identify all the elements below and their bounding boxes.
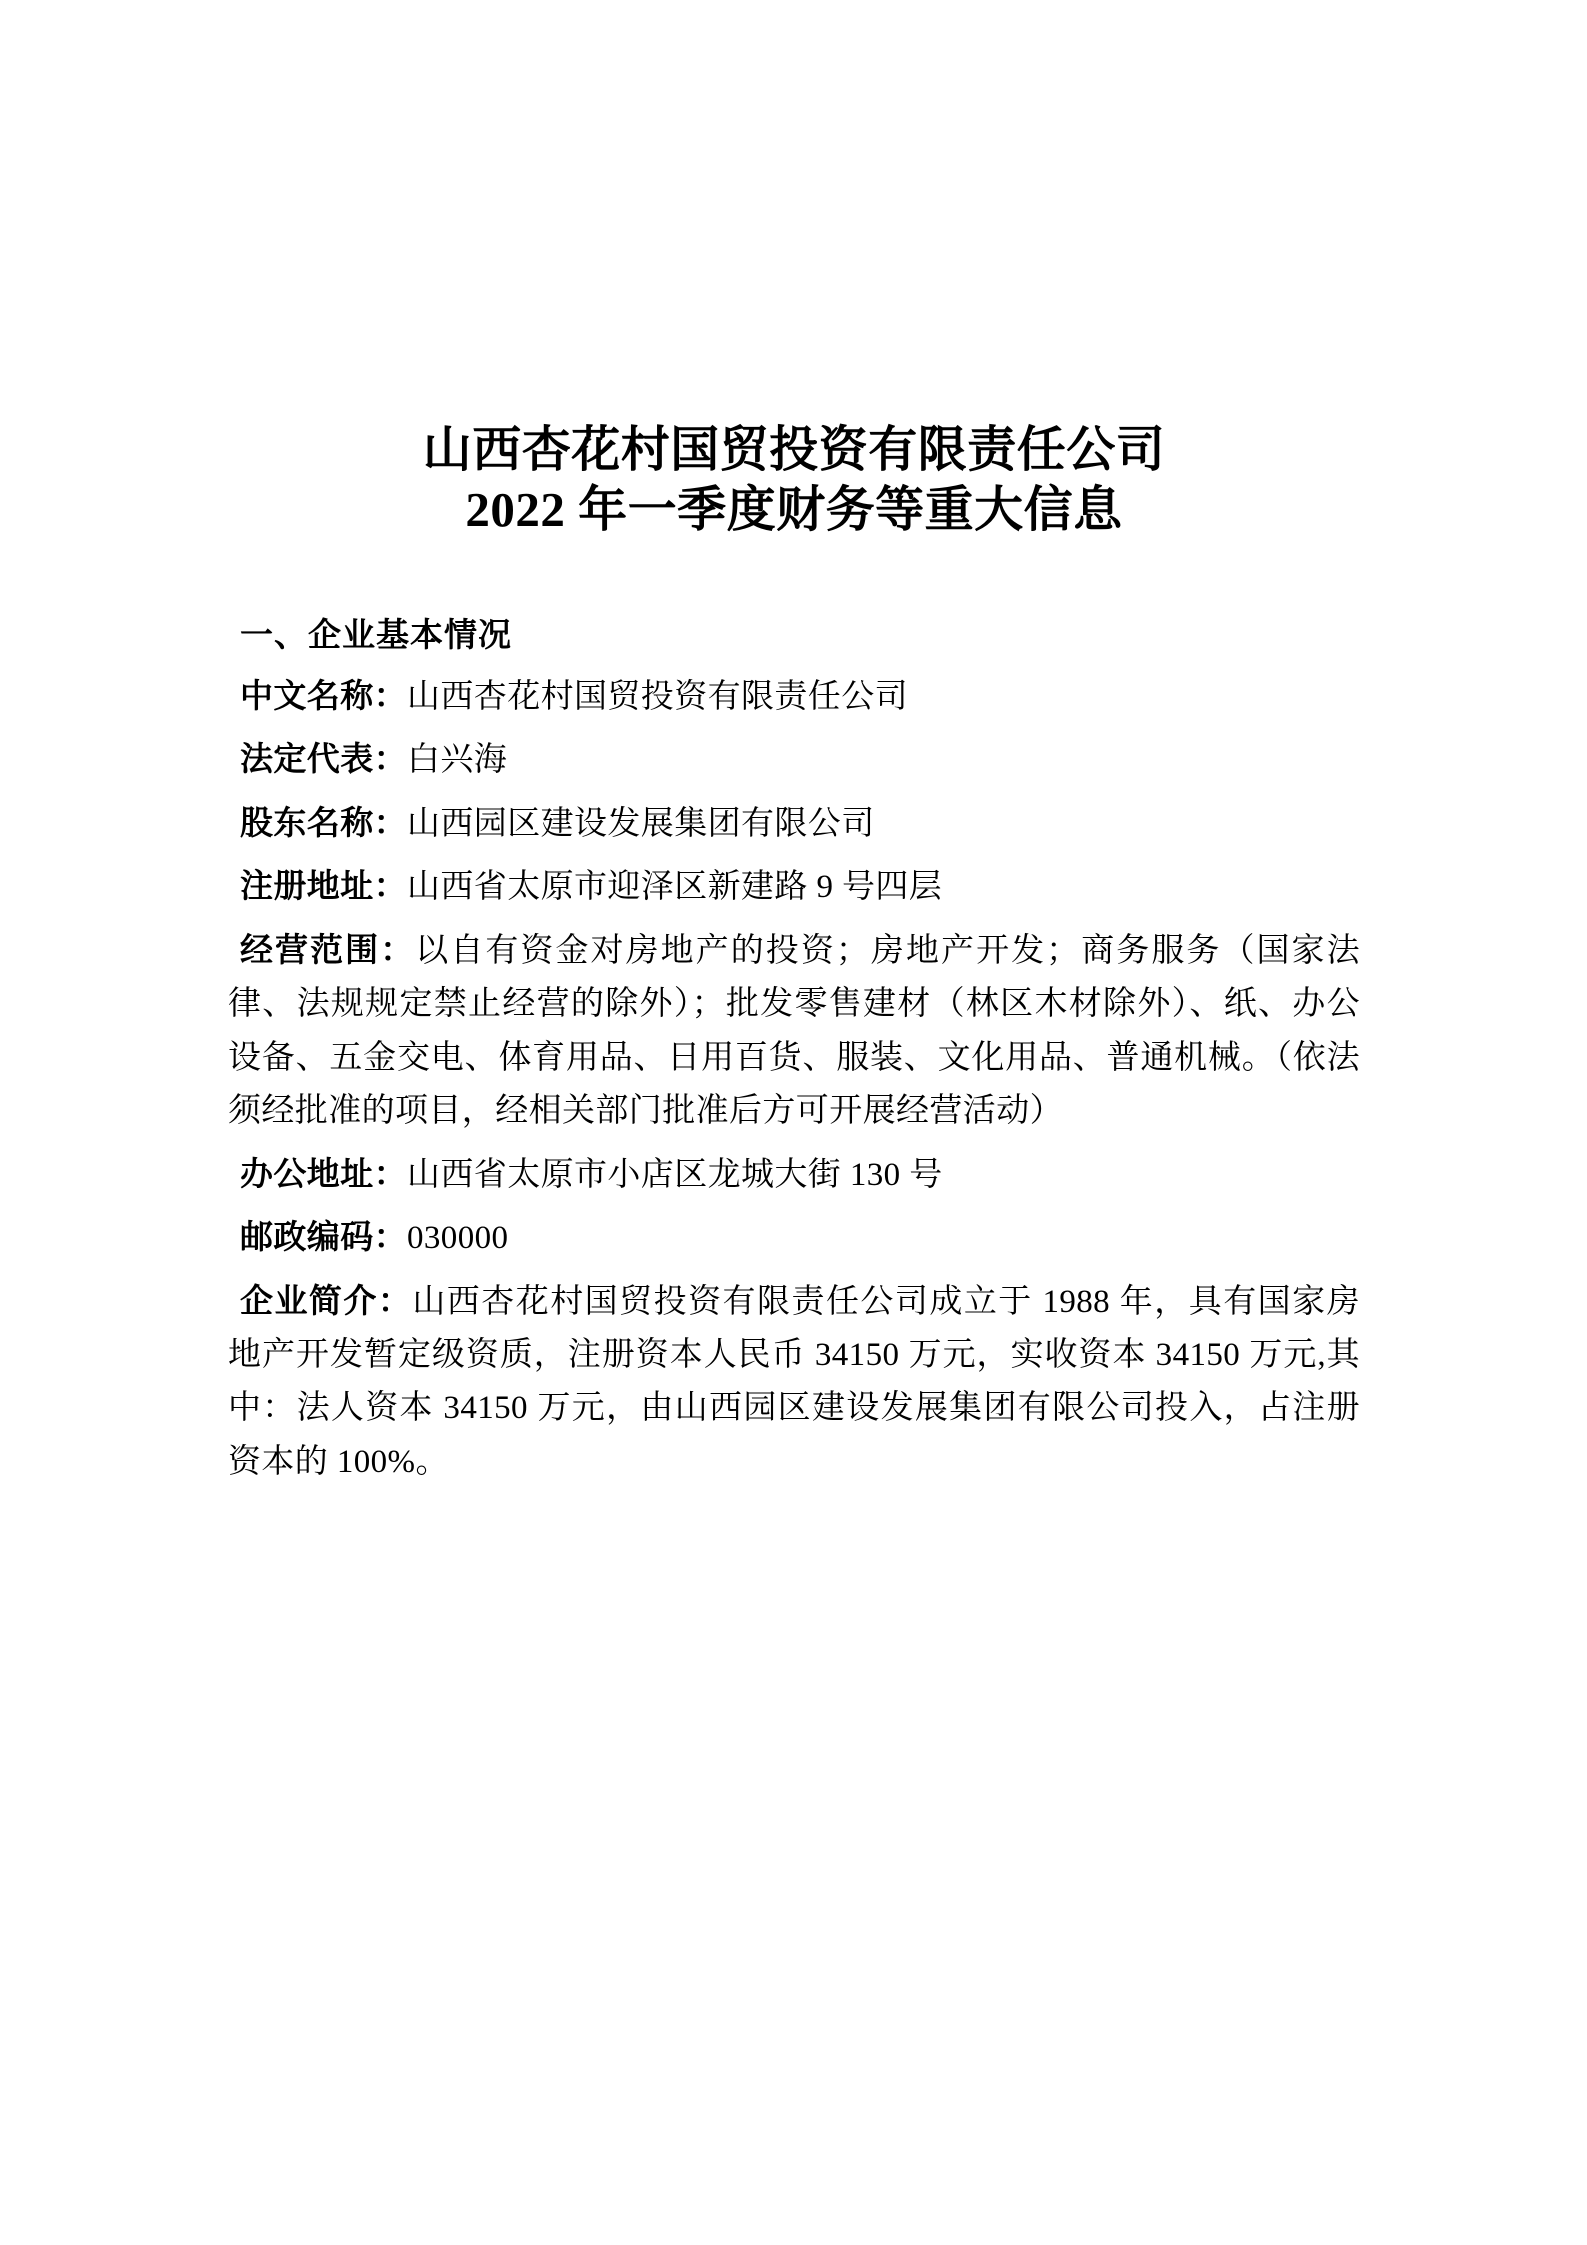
field-value: 白兴海 bbox=[407, 742, 508, 779]
field-value: 山西省太原市迎泽区新建路 9 号四层 bbox=[407, 869, 943, 906]
field-value: 山西园区建设发展集团有限公司 bbox=[407, 805, 875, 842]
section-heading-company-basics: 一、企业基本情况 bbox=[240, 617, 512, 654]
field-value: 以自有资金对房地产的投资；房地产开发；商务服务（国家法律、法规规定禁止经营的除外）；批发零售建材（林区木材除外）、纸、办公设备、五金交电、体育用品、日用百货、服装、文化用品、普通机械。（依法须经批准的项目，经相关部门批准后方可开展经营活动） bbox=[228, 932, 1360, 1130]
title-line-2: 2022 年一季度财务等重大信息 bbox=[465, 481, 1123, 537]
field-block-company-profile bbox=[228, 1276, 1360, 1490]
title-line-1: 山西杏花村国贸投资有限责任公司 bbox=[422, 422, 1166, 477]
field-row-postal-code bbox=[228, 1212, 1360, 1265]
field-label: 注册地址： bbox=[240, 869, 407, 906]
field-row-chinese-name bbox=[228, 671, 1360, 724]
field-label: 法定代表： bbox=[240, 742, 407, 779]
field-label: 企业简介： bbox=[240, 1283, 413, 1320]
document-body bbox=[228, 420, 1360, 1489]
field-row-shareholder-name bbox=[228, 798, 1360, 851]
field-row-registered-address bbox=[228, 861, 1360, 914]
field-value: 山西杏花村国贸投资有限责任公司成立于 1988 年，具有国家房地产开发暂定级资质，注册资本人民币 34150 万元，实收资本 34150 万元,其中：法人资本 34150 万元，由山西园区建设发展集团有限公司投入，占注册资本的 100%。 bbox=[228, 1283, 1360, 1480]
field-label: 邮政编码： bbox=[240, 1220, 407, 1257]
field-row-legal-representative bbox=[228, 734, 1360, 787]
field-row-office-address bbox=[228, 1149, 1360, 1202]
field-label: 办公地址： bbox=[240, 1156, 407, 1193]
field-label: 经营范围： bbox=[240, 932, 416, 969]
field-value: 山西省太原市小店区龙城大街 130 号 bbox=[407, 1156, 943, 1193]
page-title bbox=[228, 420, 1360, 540]
field-label: 中文名称： bbox=[240, 679, 407, 716]
field-label: 股东名称： bbox=[240, 805, 407, 842]
field-value: 山西杏花村国贸投资有限责任公司 bbox=[407, 679, 908, 716]
field-block-business-scope bbox=[228, 925, 1360, 1139]
field-value: 030000 bbox=[407, 1220, 509, 1257]
